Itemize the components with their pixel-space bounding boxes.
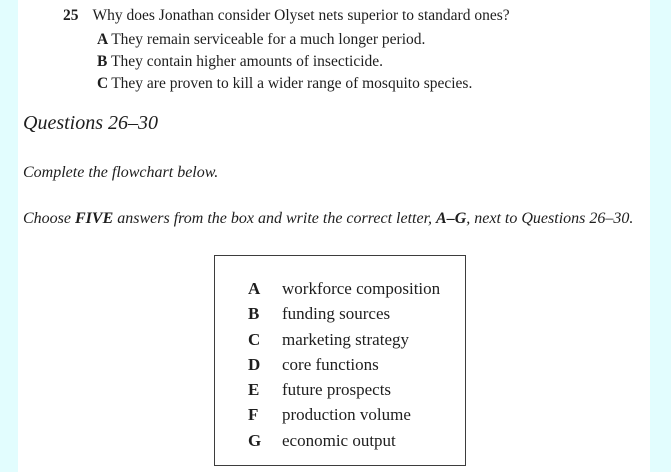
- option-text: They are proven to kill a wider range of mosquito species.: [111, 75, 473, 92]
- instruction-bold-five: FIVE: [75, 210, 114, 227]
- instruction-choose-answers: [23, 210, 633, 228]
- answer-text: marketing strategy: [282, 329, 409, 349]
- instruction-complete-flowchart: Complete the flowchart below.: [23, 164, 219, 181]
- instruction-bold-letters: A–G: [436, 210, 467, 227]
- answer-letter: D: [248, 354, 261, 374]
- answer-text: workforce composition: [282, 279, 441, 298]
- left-margin-stripe: [0, 0, 18, 472]
- answer-options-list: [215, 256, 465, 453]
- answer-letter: E: [248, 380, 260, 400]
- question-25: [63, 7, 510, 25]
- answer-option-a: [215, 276, 465, 301]
- answer-letter: B: [248, 304, 260, 324]
- answer-text: funding sources: [282, 304, 391, 324]
- answer-option-c: [215, 327, 465, 352]
- question-25-option-b: [97, 53, 383, 71]
- answer-option-g: [215, 428, 465, 453]
- answer-text: future prospects: [282, 380, 392, 400]
- answer-letter: C: [248, 329, 261, 349]
- question-25-option-c: [97, 75, 472, 93]
- option-letter: C: [97, 75, 109, 92]
- question-25-option-a: [97, 31, 425, 49]
- answer-option-e: [215, 377, 465, 402]
- answer-option-f: [215, 402, 465, 427]
- option-letter: A: [97, 31, 109, 48]
- question-number: 25: [63, 7, 79, 24]
- option-text: They remain serviceable for a much longer period.: [111, 31, 426, 48]
- answer-letter: F: [248, 405, 259, 425]
- answer-options-box: [214, 255, 466, 466]
- answer-text: core functions: [282, 354, 379, 374]
- question-text: Why does Jonathan consider Olyset nets superior to standard ones?: [92, 7, 510, 24]
- answer-letter: G: [248, 430, 262, 450]
- right-margin-stripe: [650, 0, 671, 472]
- option-letter: B: [97, 53, 108, 70]
- option-text: They contain higher amounts of insecticide.: [111, 53, 384, 70]
- answer-option-d: [215, 352, 465, 377]
- answer-text: production volume: [282, 405, 411, 425]
- answer-text: economic output: [282, 430, 396, 450]
- answer-option-b: [215, 301, 465, 326]
- instruction-part: , next to Questions 26–30.: [466, 210, 634, 227]
- section-heading: Questions 26–30: [23, 112, 158, 134]
- instruction-part: Choose: [23, 210, 75, 227]
- instruction-part: answers from the box and write the correct letter,: [113, 210, 437, 227]
- answer-letter: A: [248, 279, 261, 298]
